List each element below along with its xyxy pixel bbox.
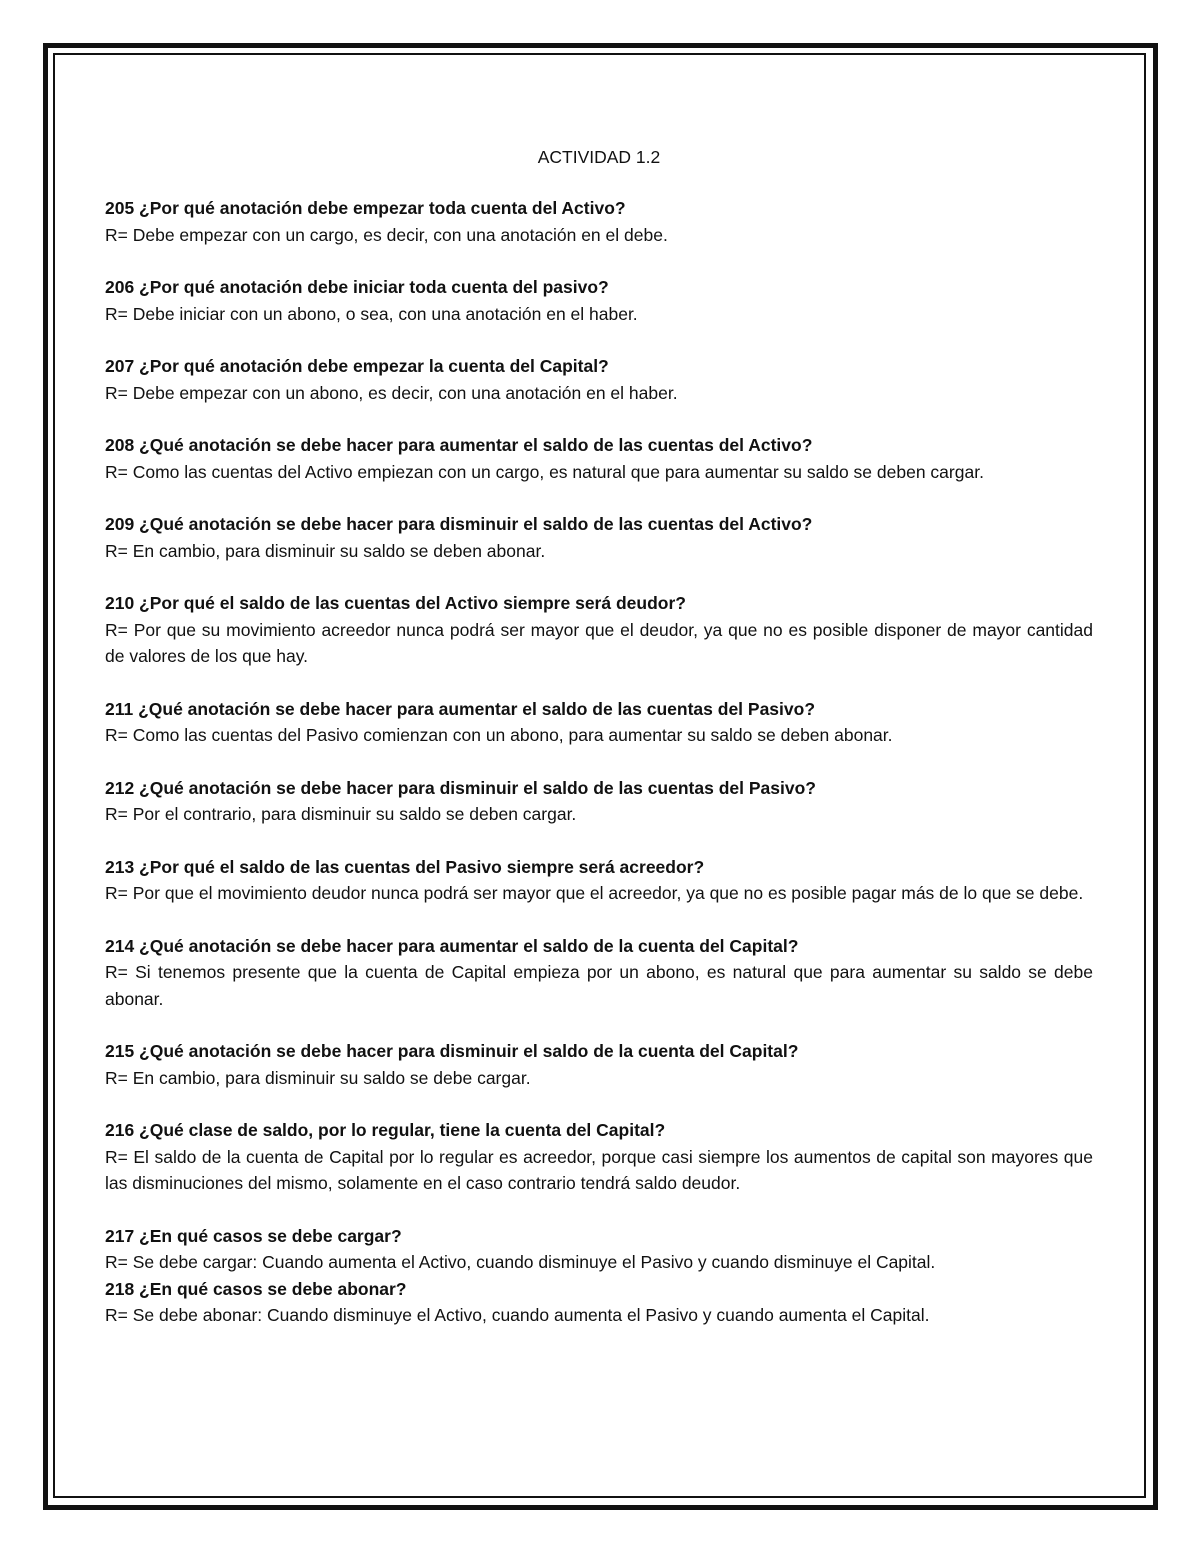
question-210: 210 ¿Por qué el saldo de las cuentas del Activo siempre será deudor? bbox=[105, 593, 686, 613]
qa-item-212 bbox=[105, 775, 1093, 828]
qa-item-209 bbox=[105, 511, 1093, 564]
answer-210: R= Por que su movimiento acreedor nunca podrá ser mayor que el deudor, ya que no es posible disponer de mayor cantidad de valores de los que hay. bbox=[105, 619, 1093, 666]
question-205: 205 ¿Por qué anotación debe empezar toda cuenta del Activo? bbox=[105, 198, 626, 218]
answer-209: R= En cambio, para disminuir su saldo se deben abonar. bbox=[105, 540, 546, 561]
answer-212: R= Por el contrario, para disminuir su saldo se deben cargar. bbox=[105, 804, 577, 824]
qa-item-206 bbox=[105, 274, 1093, 327]
question-218: 218 ¿En qué casos se debe abonar? bbox=[105, 1278, 407, 1299]
answer-207: R= Debe empezar con un abono, es decir, con una anotación en el haber. bbox=[105, 382, 678, 403]
question-213: 213 ¿Por qué el saldo de las cuentas del Pasivo siempre será acreedor? bbox=[105, 856, 705, 877]
answer-216: R= El saldo de la cuenta de Capital por lo regular es acreedor, porque casi siempre los aumentos de capital son mayores que las disminuciones del mismo, solamente en el caso contrario tendrá saldo deudor. bbox=[105, 1146, 1093, 1193]
answer-214: R= Si tenemos presente que la cuenta de Capital empieza por un abono, es natural que para aumentar su saldo se debe abonar. bbox=[105, 962, 1093, 1009]
answer-217: R= Se debe cargar: Cuando aumenta el Activo, cuando disminuye el Pasivo y cuando disminuye el Capital. bbox=[105, 1252, 936, 1272]
qa-item-205 bbox=[105, 195, 1093, 248]
qa-item-217 bbox=[105, 1223, 1093, 1276]
question-209: 209 ¿Qué anotación se debe hacer para disminuir el saldo de las cuentas del Activo? bbox=[105, 514, 813, 534]
page-title: ACTIVIDAD 1.2 bbox=[537, 147, 661, 167]
answer-215: R= En cambio, para disminuir su saldo se debe cargar. bbox=[105, 1067, 531, 1088]
answer-213: R= Por que el movimiento deudor nunca podrá ser mayor que el acreedor, ya que no es posible pagar más de lo que se debe. bbox=[105, 883, 1084, 903]
question-214: 214 ¿Qué anotación se debe hacer para aumentar el saldo de la cuenta del Capital? bbox=[105, 935, 799, 956]
question-216: 216 ¿Qué clase de saldo, por lo regular, tiene la cuenta del Capital? bbox=[105, 1120, 666, 1140]
qa-item-207 bbox=[105, 353, 1093, 406]
qa-item-210 bbox=[105, 590, 1093, 670]
question-215: 215 ¿Qué anotación se debe hacer para disminuir el saldo de la cuenta del Capital? bbox=[105, 1041, 799, 1061]
qa-item-216 bbox=[105, 1117, 1093, 1197]
document-body bbox=[105, 145, 1093, 1329]
qa-item-218 bbox=[105, 1276, 1093, 1329]
answer-206: R= Debe iniciar con un abono, o sea, con una anotación en el haber. bbox=[105, 303, 638, 324]
question-208: 208 ¿Qué anotación se debe hacer para aumentar el saldo de las cuentas del Activo? bbox=[105, 435, 813, 455]
qa-item-213 bbox=[105, 854, 1093, 907]
question-206: 206 ¿Por qué anotación debe iniciar toda cuenta del pasivo? bbox=[105, 277, 609, 297]
answer-205: R= Debe empezar con un cargo, es decir, con una anotación en el debe. bbox=[105, 224, 668, 245]
qa-item-211 bbox=[105, 696, 1093, 749]
qa-item-214 bbox=[105, 933, 1093, 1013]
answer-211: R= Como las cuentas del Pasivo comienzan con un abono, para aumentar su saldo se deben abonar. bbox=[105, 725, 893, 745]
qa-item-215 bbox=[105, 1038, 1093, 1091]
qa-item-208 bbox=[105, 432, 1093, 485]
question-217: 217 ¿En qué casos se debe cargar? bbox=[105, 1225, 402, 1246]
answer-218: R= Se debe abonar: Cuando disminuye el Activo, cuando aumenta el Pasivo y cuando aumenta el Capital. bbox=[105, 1305, 930, 1325]
answer-208: R= Como las cuentas del Activo empiezan con un cargo, es natural que para aumentar su saldo se deben cargar. bbox=[105, 461, 984, 482]
question-207: 207 ¿Por qué anotación debe empezar la cuenta del Capital? bbox=[105, 356, 609, 376]
question-212: 212 ¿Qué anotación se debe hacer para disminuir el saldo de las cuentas del Pasivo? bbox=[105, 777, 816, 798]
question-211: 211 ¿Qué anotación se debe hacer para aumentar el saldo de las cuentas del Pasivo? bbox=[105, 698, 816, 719]
